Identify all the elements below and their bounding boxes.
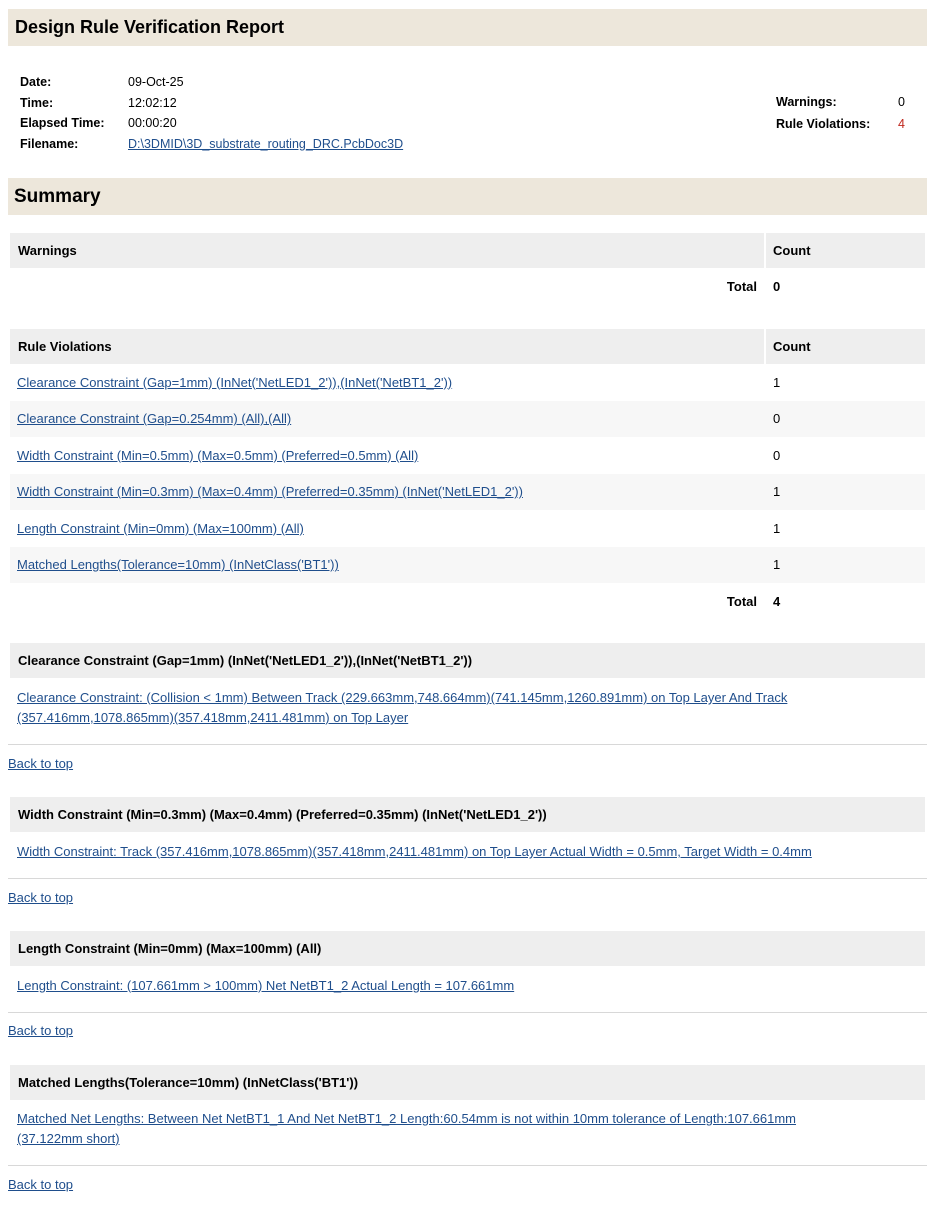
column-header: Warnings [10,233,764,268]
rule-link[interactable]: Matched Lengths(Tolerance=10mm) (InNetClass('BT1')) [17,557,339,573]
meta-date-row [20,72,403,93]
detail-heading: Matched Lengths(Tolerance=10mm) (InNetClass('BT1')) [10,1065,925,1100]
column-header: Count [766,233,925,268]
rule-cell [10,510,764,547]
total-value: 4 [773,593,781,609]
violation-text: Clearance Constraint: (Collision < 1mm) Between Track (229.663mm,748.664mm)(741.145mm,1260.891mm) on Top Layer And Track [17,690,788,705]
divider [8,1165,927,1166]
column-header: Count [766,329,925,364]
violation-text: (37.122mm short) [17,1131,120,1146]
count-cell: 0 [773,411,781,427]
table-row [10,437,925,474]
rule-cell [10,437,764,474]
detail-entry [17,842,907,862]
rule-cell [10,364,764,401]
divider [8,1012,927,1013]
total-label: Total [726,593,757,609]
violations-count-row [776,113,905,135]
back-to-top-link[interactable]: Back to top [8,1023,74,1038]
warnings-count-row [776,91,905,113]
violation-text: (357.416mm,1078.865mm)(357.418mm,2411.481mm) on Top Layer [17,710,409,725]
meta-elapsed-row [20,113,403,134]
count-cell: 1 [773,520,781,536]
detail-entry [17,1109,907,1149]
violation-text: Length Constraint: (107.661mm > 100mm) Net NetBT1_2 Actual Length = 107.661mm [17,978,515,993]
meta-filename-row [20,134,403,155]
table-row [10,364,925,401]
rule-cell [10,401,764,438]
meta-label: Time: [20,95,54,110]
table-row [10,510,925,547]
total-row [10,268,925,304]
total-row [10,583,925,619]
violation-link[interactable] [17,1111,796,1146]
violation-link[interactable] [17,690,787,725]
count-cell: 1 [773,484,781,500]
detail-heading: Clearance Constraint (Gap=1mm) (InNet('NetLED1_2')),(InNet('NetBT1_2')) [10,643,925,678]
divider [8,744,927,745]
divider [8,878,927,879]
total-value: 0 [773,278,781,294]
table-row [10,401,925,438]
meta-value: 12:02:12 [128,95,177,110]
count-cell: 1 [773,557,781,573]
violations-count-value: 4 [898,117,905,131]
violation-text: Matched Net Lengths: Between Net NetBT1_1 And Net NetBT1_2 Length:60.54mm is not within 10mm tolerance of Length:107.661mm [17,1111,797,1126]
rule-link[interactable]: Length Constraint (Min=0mm) (Max=100mm) (All) [17,520,304,536]
violation-link[interactable] [17,978,514,993]
meta-label: Warnings: [776,95,837,109]
report-counts [776,91,905,135]
report-title: Design Rule Verification Report [8,9,927,46]
meta-label: Elapsed Time: [20,116,105,131]
detail-heading: Width Constraint (Min=0.3mm) (Max=0.4mm) (Preferred=0.35mm) (InNet('NetLED1_2')) [10,797,925,832]
warnings-count-value: 0 [898,95,905,109]
detail-heading: Length Constraint (Min=0mm) (Max=100mm) (All) [10,931,925,966]
rule-link[interactable]: Width Constraint (Min=0.5mm) (Max=0.5mm) (Preferred=0.5mm) (All) [17,447,419,463]
rule-cell [10,547,764,584]
meta-value: 00:00:20 [128,116,177,131]
summary-heading: Summary [8,178,927,215]
back-to-top-link[interactable]: Back to top [8,756,74,771]
report-metadata [20,72,403,154]
table-row [10,474,925,511]
filename-link[interactable]: D:\3DMID\3D_substrate_routing_DRC.PcbDoc3D [128,136,404,151]
rule-cell [10,474,764,511]
violation-link[interactable] [17,844,812,859]
table-header [10,233,925,268]
detail-entry [17,688,907,728]
meta-value: 09-Oct-25 [128,75,184,90]
rule-violations-table [10,329,925,619]
total-label: Total [726,278,757,294]
detail-entry [17,976,907,996]
meta-label: Rule Violations: [776,117,871,131]
meta-time-row [20,93,403,114]
back-to-top-link[interactable]: Back to top [8,890,74,905]
warnings-table [10,233,925,304]
meta-label: Filename: [20,136,79,151]
meta-label: Date: [20,75,52,90]
back-to-top-link[interactable]: Back to top [8,1177,74,1192]
violation-text: Width Constraint: Track (357.416mm,1078.865mm)(357.418mm,2411.481mm) on Top Layer Actual Width = 0.5mm, Target Width = 0.4mm [17,844,812,859]
rule-link[interactable]: Width Constraint (Min=0.3mm) (Max=0.4mm) (Preferred=0.35mm) (InNet('NetLED1_2')) [17,484,523,500]
count-cell: 1 [773,374,781,390]
table-row [10,547,925,584]
column-header: Rule Violations [10,329,764,364]
rule-link[interactable]: Clearance Constraint (Gap=0.254mm) (All),(All) [17,411,292,427]
rule-link[interactable]: Clearance Constraint (Gap=1mm) (InNet('NetLED1_2')),(InNet('NetBT1_2')) [17,374,453,390]
count-cell: 0 [773,447,781,463]
table-header [10,329,925,364]
